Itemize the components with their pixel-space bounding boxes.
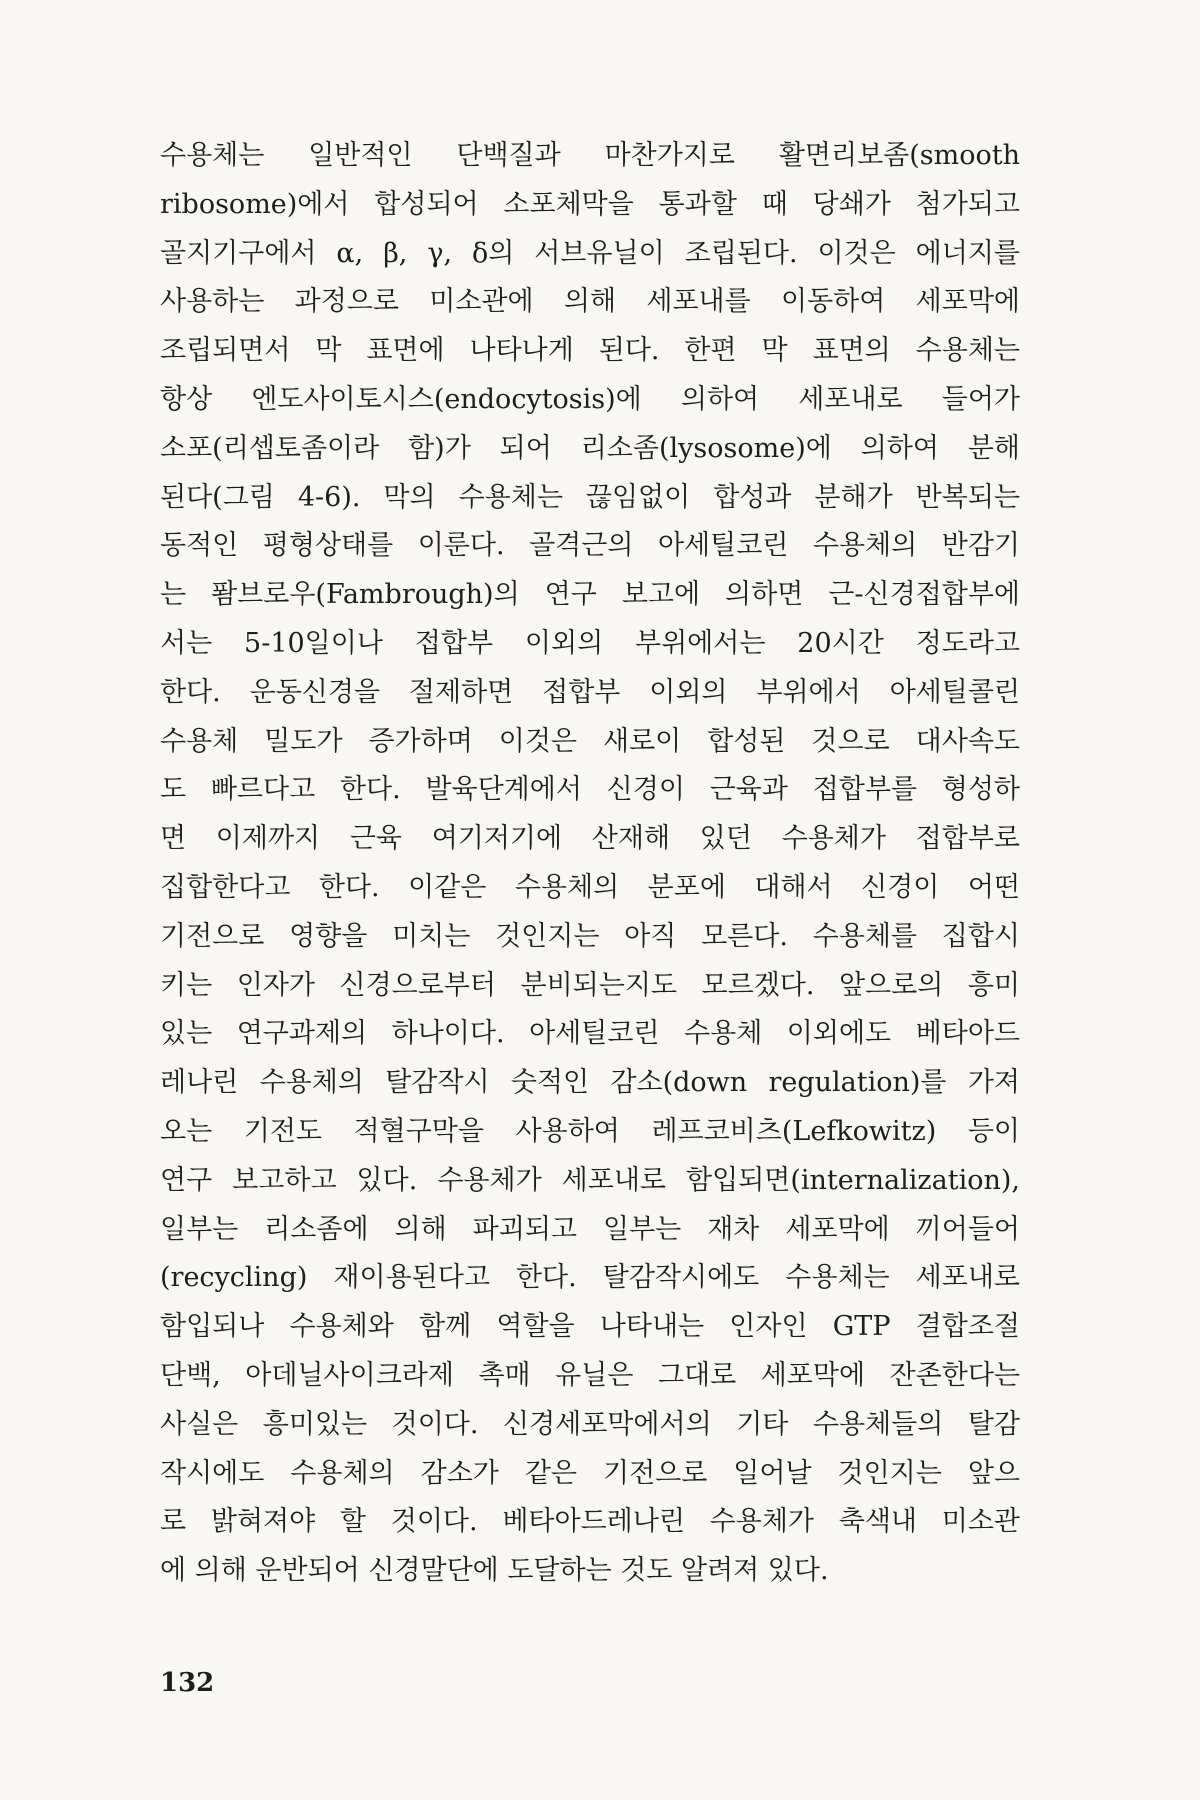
body-text [160, 132, 1020, 1596]
text-line: 단백, 아데닐사이크라제 촉매 유닐은 그대로 세포막에 잔존한다는 [160, 1359, 1020, 1391]
text-line: 로 밝혀져야 할 것이다. 베타아드레나린 수용체가 축색내 미소관 [160, 1506, 1020, 1538]
text-line: 한다. 운동신경을 절제하면 접합부 이외의 부위에서 아세틸콜린 [160, 676, 1020, 708]
text-line: 키는 인자가 신경으로부터 분비되는지도 모르겠다. 앞으로의 흥미 [160, 969, 1020, 1001]
text-line: 서는 5-10일이나 접합부 이외의 부위에서는 20시간 정도라고 [160, 627, 1020, 659]
text-line: 사용하는 과정으로 미소관에 의해 세포내를 이동하여 세포막에 [160, 286, 1020, 318]
text-line: 된다(그림 4-6). 막의 수용체는 끊임없이 합성과 분해가 반복되는 [160, 481, 1020, 513]
text-line: 동적인 평형상태를 이룬다. 골격근의 아세틸코린 수용체의 반감기 [160, 530, 1020, 562]
text-line: 조립되면서 막 표면에 나타나게 된다. 한편 막 표면의 수용체는 [160, 335, 1020, 367]
text-line: 소포(리셉토좀이라 함)가 되어 리소좀(lysosome)에 의하여 분해 [160, 432, 1020, 464]
text-line: (recycling) 재이용된다고 한다. 탈감작시에도 수용체는 세포내로 [160, 1262, 1020, 1294]
text-line: 도 빠르다고 한다. 발육단계에서 신경이 근육과 접합부를 형성하 [160, 774, 1020, 806]
text-line: 수용체 밀도가 증가하며 이것은 새로이 합성된 것으로 대사속도 [160, 725, 1020, 757]
text-line: 기전으로 영향을 미치는 것인지는 아직 모른다. 수용체를 집합시 [160, 920, 1020, 952]
text-line: 함입되나 수용체와 함께 역할을 나타내는 인자인 GTP 결합조절 [160, 1311, 1020, 1343]
text-line: 에 의해 운반되어 신경말단에 도달하는 것도 알려져 있다. [160, 1555, 829, 1587]
text-line: 있는 연구과제의 하나이다. 아세틸코린 수용체 이외에도 베타아드 [160, 1018, 1020, 1050]
text-line: 사실은 흥미있는 것이다. 신경세포막에서의 기타 수용체들의 탈감 [160, 1408, 1020, 1440]
text-line: 레나린 수용체의 탈감작시 숫적인 감소(down regulation)를 가져 [160, 1067, 1020, 1099]
text-line: 면 이제까지 근육 여기저기에 산재해 있던 수용체가 접합부로 [160, 823, 1020, 855]
text-line: 오는 기전도 적혈구막을 사용하여 레프코비츠(Lefkowitz) 등이 [160, 1115, 1020, 1147]
text-line: 는 퐘브로우(Fambrough)의 연구 보고에 의하면 근-신경접합부에 [160, 579, 1020, 611]
page-number: 132 [160, 1668, 215, 1698]
text-line: 수용체는 일반적인 단백질과 마찬가지로 활면리보좀(smooth [160, 140, 1020, 171]
text-line: 작시에도 수용체의 감소가 같은 기전으로 일어날 것인지는 앞으 [160, 1457, 1020, 1489]
text-line: 연구 보고하고 있다. 수용체가 세포내로 함입되면(internalization), [160, 1164, 1020, 1196]
text-line: 일부는 리소좀에 의해 파괴되고 일부는 재차 세포막에 끼어들어 [160, 1213, 1020, 1245]
text-line: 집합한다고 한다. 이같은 수용체의 분포에 대해서 신경이 어떤 [160, 871, 1020, 903]
text-line: 항상 엔도사이토시스(endocytosis)에 의하여 세포내로 들어가 [160, 383, 1020, 415]
text-line: 골지기구에서 α, β, γ, δ의 서브유닐이 조립된다. 이것은 에너지를 [160, 237, 1020, 269]
text-line: ribosome)에서 합성되어 소포체막을 통과할 때 당쇄가 첨가되고 [160, 188, 1020, 220]
